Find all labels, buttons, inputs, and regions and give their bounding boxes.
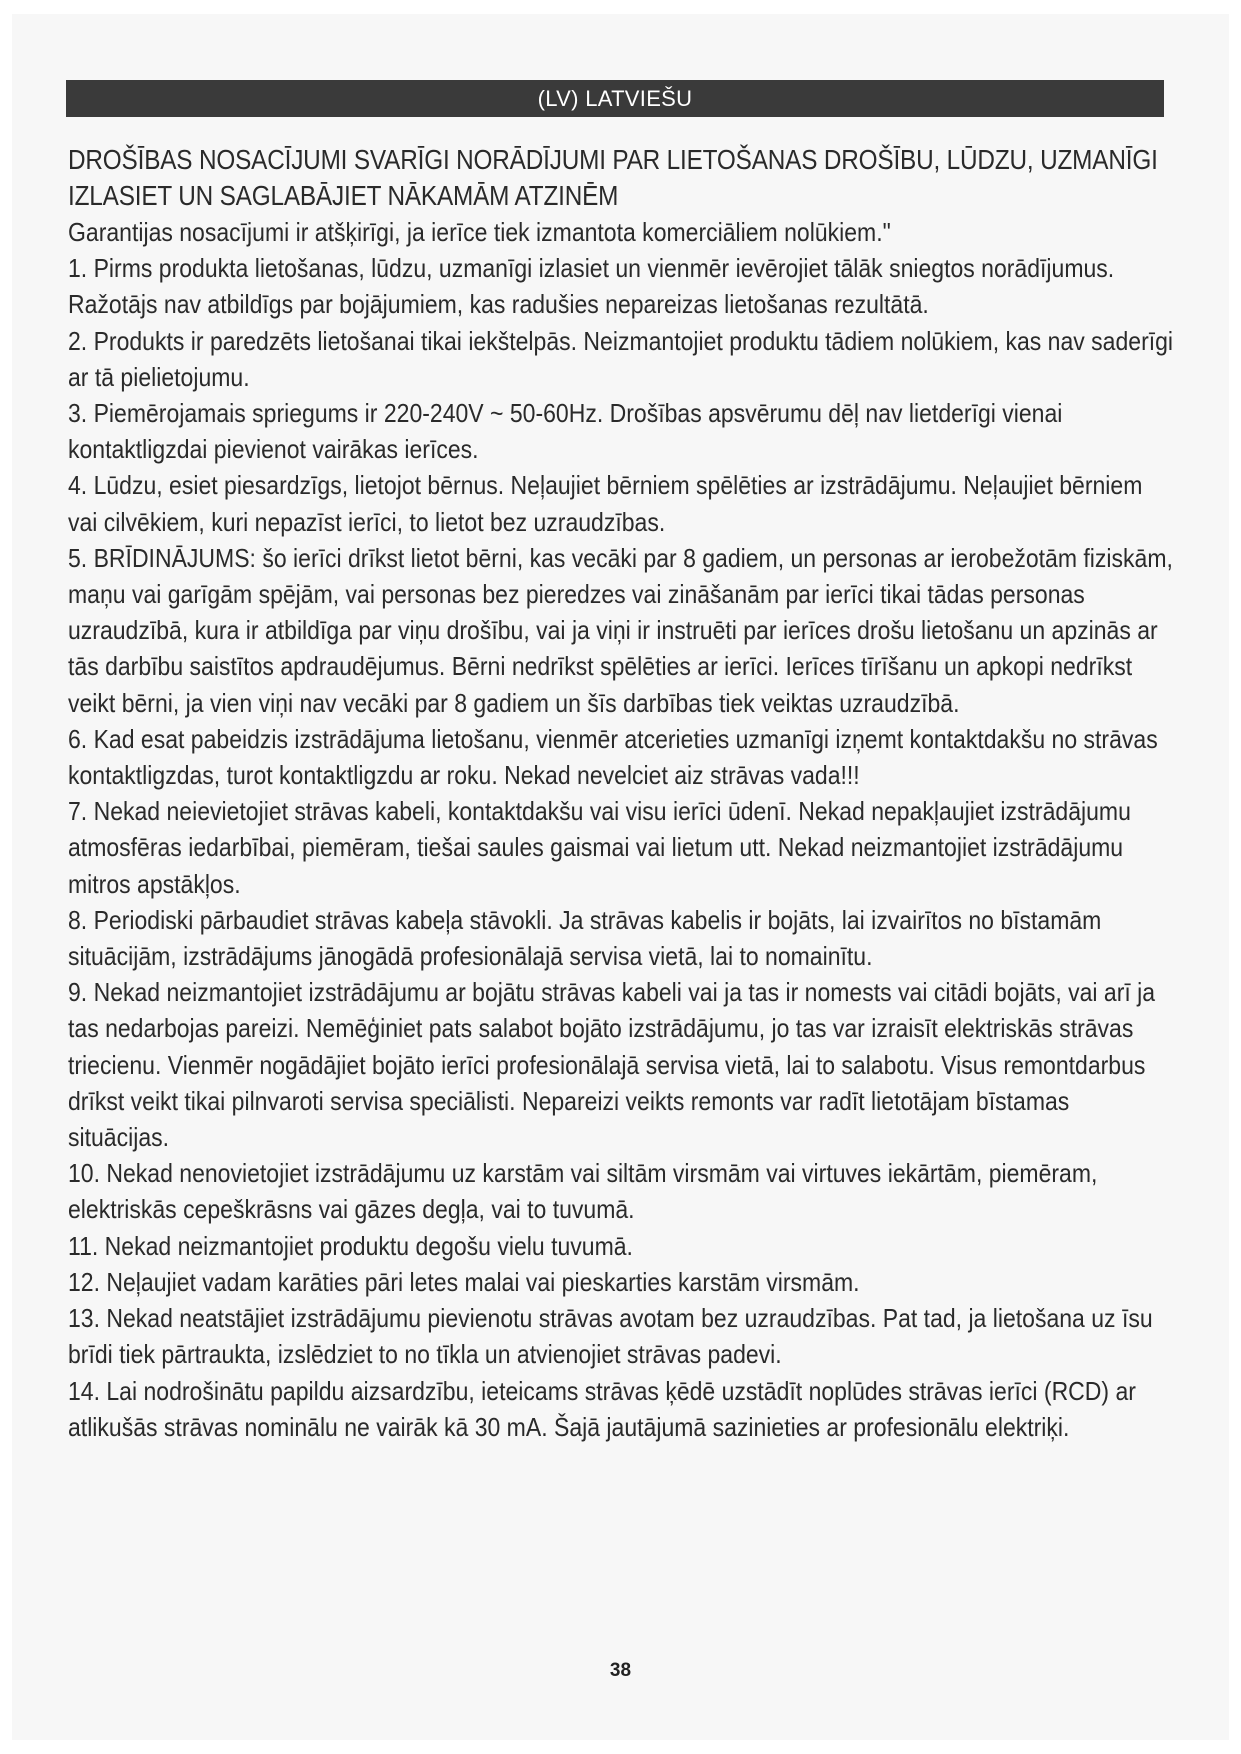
instruction-item-7: 7. Nekad neievietojiet strāvas kabeli, kontaktdakšu vai visu ierīci ūdenī. Nekad nepakļaujiet izstrādājumu atmosfēras iedarbībai, piemēram, tiešai saules gaismai vai lietum utt. Nekad neizmantojiet izstrādājumu mitros apstākļos.: [68, 796, 1131, 899]
instruction-item-8: 8. Periodiski pārbaudiet strāvas kabeļa stāvokli. Ja strāvas kabelis ir bojāts, lai izvairītos no bīstamām situācijām, izstrādājums jānogādā profesionālajā servisa vietā, lai to nomainītu.: [68, 904, 1102, 972]
language-header-bar: (LV) LATVIEŠU: [66, 80, 1164, 117]
instruction-item-12: 12. Neļaujiet vadam karāties pāri letes malai vai pieskarties karstām virsmām.: [68, 1266, 860, 1297]
instruction-item-5: 5. BRĪDINĀJUMS: šo ierīci drīkst lietot bērni, kas vecāki par 8 gadiem, un personas ar ierobežotām fiziskām, maņu vai garīgām spējām, vai personas bez pieredzes vai zināšanām par ierīci tikai tādas personas uzraudzībā, kura ir atbildīga par viņu drošību, vai ja viņi ir instruēti par ierīces drošu lietošanu un apzinās ar tās darbību saistītos apdraudējumus. Bērni nedrīkst spēlēties ar ierīci. Ierīces tīrīšanu un apkopi nedrīkst veikt bērni, ja vien viņi nav vecāki par 8 gadiem un šīs darbības tiek veiktas uzraudzībā.: [68, 542, 1173, 718]
warranty-note: Garantijas nosacījumi ir atšķirīgi, ja ierīce tiek izmantota komerciāliem nolūkiem.": [68, 217, 891, 247]
instruction-item-4: 4. Lūdzu, esiet piesardzīgs, lietojot bērnus. Neļaujiet bērniem spēlēties ar izstrādājumu. Neļaujiet bērniem vai cilvēkiem, kuri nepazīst ierīci, to lietot bez uzraudzības.: [68, 470, 1143, 537]
instruction-item-1: 1. Pirms produkta lietošanas, lūdzu, uzmanīgi izlasiet un vienmēr ievērojiet tālāk sniegtos norādījumus. Ražotājs nav atbildīgs par bojājumiem, kas radušies nepareizas lietošanas rezultātā.: [68, 253, 1115, 320]
instruction-item-10: 10. Nekad nenovietojiet izstrādājumu uz karstām vai siltām virsmām vai virtuves iekārtām, piemēram, elektriskās cepeškrāsns vai gāzes degļa, vai to tuvumā.: [68, 1158, 1098, 1225]
instruction-item-11: 11. Nekad neizmantojiet produktu degošu vielu tuvumā.: [68, 1230, 633, 1261]
safety-title: DROŠĪBAS NOSACĪJUMI SVARĪGI NORĀDĪJUMI PAR LIETOŠANAS DROŠĪBU, LŪDZU, UZMANĪGI IZLASIET UN SAGLABĀJIET NĀKAMĀM ATZINĒM: [68, 144, 1158, 211]
instruction-item-3: 3. Piemērojamais spriegums ir 220-240V ~ 50-60Hz. Drošības apsvērumu dēļ nav lietderīgi vienai kontaktligzdai pievienot vairākas ierīces.: [68, 398, 1063, 465]
instruction-item-9: 9. Nekad neizmantojiet izstrādājumu ar bojātu strāvas kabeli vai ja tas ir nomests vai citādi bojāts, vai arī ja tas nedarbojas pareizi. Nemēģiniet pats salabot bojāto izstrādājumu, jo tas var izraisīt elektriskās strāvas triecienu. Vienmēr nogādājiet bojāto ierīci profesionālajā servisa vietā, lai to salabotu. Visus remontdarbus drīkst veikt tikai pilnvaroti servisa speciālisti. Nepareizi veikts remonts var radīt lietotājam bīstamas situācijas.: [68, 977, 1156, 1153]
instruction-item-2: 2. Produkts ir paredzēts lietošanai tikai iekštelpās. Neizmantojiet produktu tādiem nolūkiem, kas nav saderīgi ar tā pielietojumu.: [68, 325, 1174, 392]
page-number: 38: [609, 1660, 632, 1681]
safety-instructions: [68, 142, 1174, 1445]
instruction-item-6: 6. Kad esat pabeidzis izstrādājuma lietošanu, vienmēr atcerieties uzmanīgi izņemt kontaktdakšu no strāvas kontaktligzdas, turot kontaktligzdu ar roku. Nekad nevelciet aiz strāvas vada!!!: [68, 723, 1158, 791]
instruction-item-14: 14. Lai nodrošinātu papildu aizsardzību, ieteicams strāvas ķēdē uzstādīt noplūdes strāvas ierīci (RCD) ar atlikušās strāvas nominālu ne vairāk kā 30 mA. Šajā jautājumā sazinieties ar profesionālu elektriķi.: [68, 1375, 1136, 1442]
instruction-item-13: 13. Nekad neatstājiet izstrādājumu pievienotu strāvas avotam bez uzraudzības. Pat tad, ja lietošana uz īsu brīdi tiek pārtraukta, izslēdziet to no tīkla un atvienojiet strāvas padevi.: [68, 1303, 1153, 1370]
